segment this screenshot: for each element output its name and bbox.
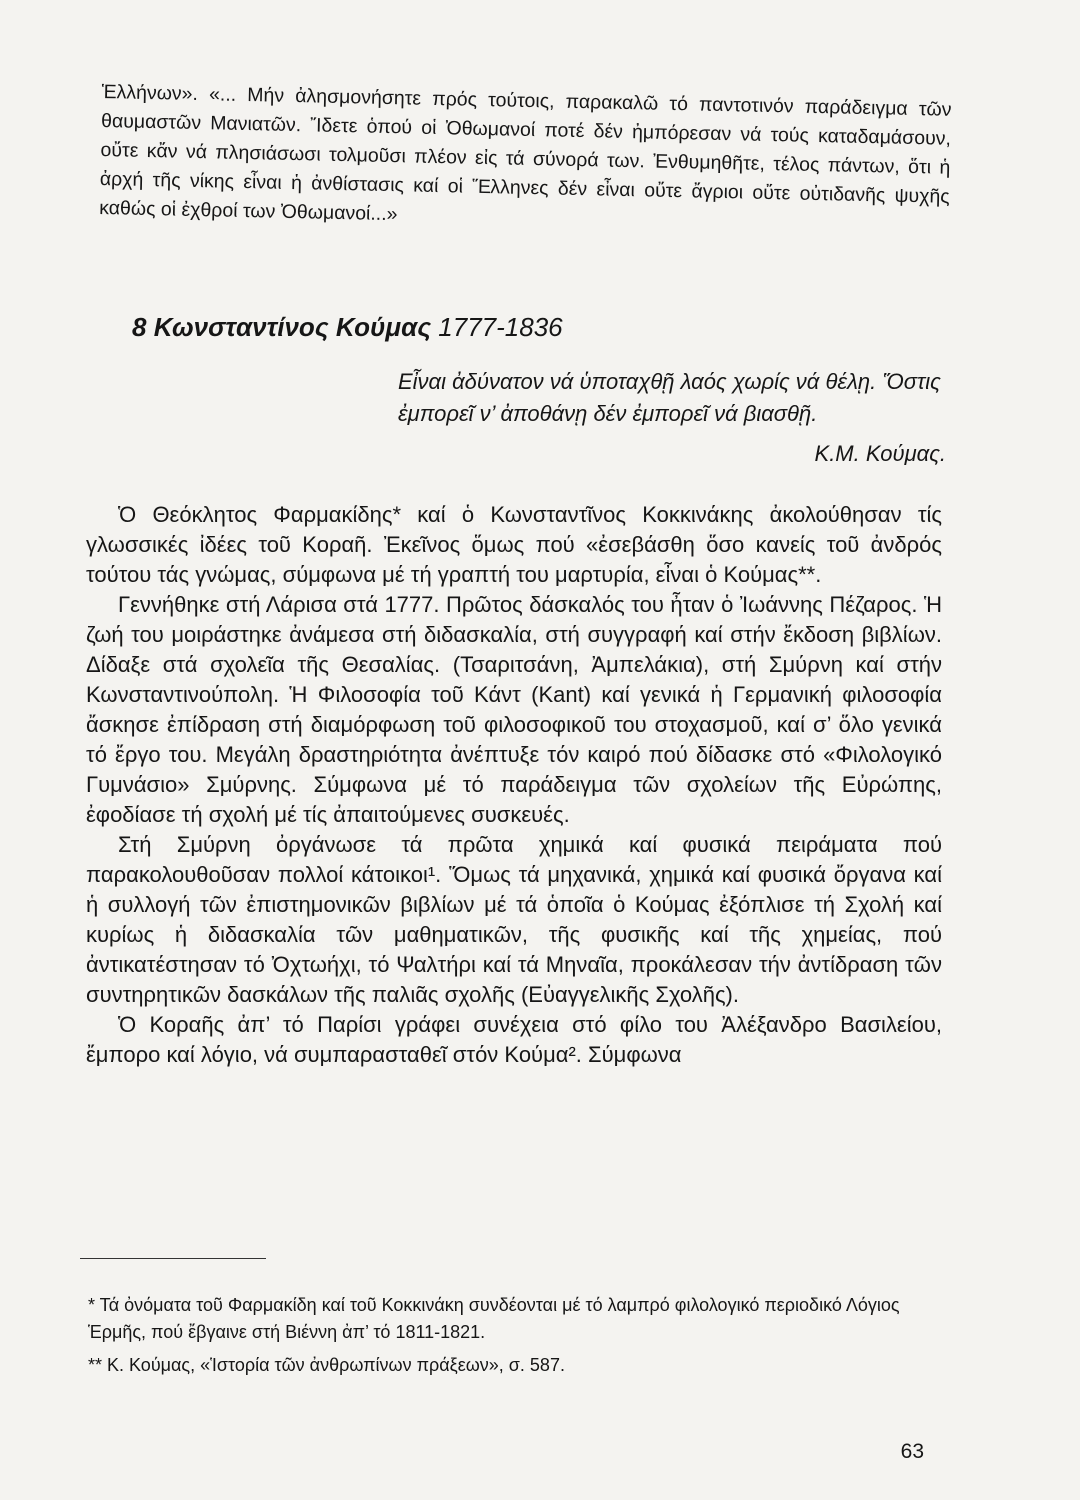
quote-paragraph: Ἑλλήνων». «... Μήν ἀλησμονήσητε πρός τούτοις, παρακαλῶ τό παντοτινόν παράδειγμα τῶν θαυμαστῶν Μανιατῶν. Ἴδετε ὁπού οἱ Ὀθωμανοί ποτέ δέν ἠμπόρεσαν νά τούς καταδαμάσουν, οὔτε κἄν νά πλησιάσωσι τολμοῦσι πλέον εἰς τά σύνορά των. Ἐνθυμηθῆτε, τέλος πάντων, ὅτι ἡ ἀρχή τῆς νίκης εἶναι ἡ ἀνθίστασις καί οἱ Ἕλληνες δέν εἶναι οὔτε ἄγριοι οὔτε οὐτιδανῆς ψυχῆς καθώς οἱ ἐχθροί των Ὀθωμανοί...» <box>99 80 952 226</box>
page-number: 63 <box>900 1440 924 1463</box>
section-years: 1777-1836 <box>438 312 563 342</box>
epigraph-quote: Εἶναι ἀδύνατον νά ὑποταχθῇ λαός χωρίς νά θέλῃ. Ὅστις ἐμπορεῖ ν’ ἀποθάνῃ δέν ἐμπορεῖ νά βιασθῇ. <box>398 369 941 426</box>
section-number: 8 <box>132 312 147 342</box>
epigraph <box>398 366 946 470</box>
body-text <box>86 500 942 1070</box>
footnote: ** Κ. Κούμας, «Ἱστορία τῶν ἀνθρωπίνων πράξεων», σ. 587. <box>88 1355 565 1375</box>
section-heading <box>132 312 563 343</box>
section-name: Κωνσταντίνος Κούμας <box>153 312 432 342</box>
paragraph: Γεννήθηκε στή Λάρισα στά 1777. Πρῶτος δάσκαλός του ἦταν ὁ Ἰωάννης Πέζαρος. Ἡ ζωή του μοιράστηκε ἀνάμεσα στή διδασκαλία, στή συγγραφή καί στήν ἔκδοση βιβλίων. Δίδαξε στά σχολεῖα τῆς Θεσαλίας. (Τσαριτσάνη, Ἀμπελάκια), στή Σμύρνη καί στήν Κωνσταντινούπολη. Ἡ Φιλοσοφία τοῦ Κάντ (Kant) καί γενικά ἡ Γερμανική φιλοσοφία ἄσκησε ἐπίδραση στή διαμόρφωση τοῦ φιλοσοφικοῦ του στοχασμοῦ, καί σ’ ὅλο γενικά τό ἔργο του. Μεγάλη δραστηριότητα ἀνέπτυξε τόν καιρό πού δίδασκε στό «Φιλολογικό Γυμνάσιο» Σμύρνης. Σύμφωνα μέ τό παράδειγμα τῶν σχολείων τῆς Εὐρώπης, ἐφοδίασε τή σχολή μέ τίς ἀπαιτούμενες συσκευές. <box>86 592 942 827</box>
footnote-divider <box>80 1258 266 1259</box>
paragraph: Ὁ Θεόκλητος Φαρμακίδης* καί ὁ Κωνσταντῖνος Κοκκινάκης ἀκολούθησαν τίς γλωσσικές ἰδέες τοῦ Κοραῆ. Ἐκεῖνος ὅμως πού «ἐσεβάσθη ὅσο κανείς τοῦ ἀνδρός τούτου τάς γνώμας, σύμφωνα μέ τή γραπτή του μαρτυρία, εἶναι ὁ Κούμας**. <box>86 502 942 587</box>
paragraph: Ὁ Κοραῆς ἀπ’ τό Παρίσι γράφει συνέχεια στό φίλο του Ἀλέξανδρο Βασιλείου, ἔμπορο καί λόγιο, νά συμπαρασταθεῖ στόν Κούμα². Σύμφωνα <box>86 1012 942 1067</box>
continued-quote <box>99 78 952 241</box>
epigraph-signature: Κ.Μ. Κούμας. <box>814 441 946 466</box>
footnotes <box>88 1292 948 1385</box>
paragraph: Στή Σμύρνη ὀργάνωσε τά πρῶτα χημικά καί φυσικά πειράματα πού παρακολουθοῦσαν πολλοί κάτοικοι¹. Ὅμως τά μηχανικά, χημικά καί φυσικά ὄργανα καί ἡ συλλογή τῶν ἐπιστημονικῶν βιβλίων μέ τά ὁποῖα ὁ Κούμας ἐξόπλισε τή Σχολή καί κυρίως ἡ διδασκαλία τῶν μαθηματικῶν, τῆς φυσικῆς καί τῆς χημείας, πού ἀντικατέστησαν τό Ὀχτωήχι, τό Ψαλτήρι καί τά Μηναῖα, προκάλεσαν τήν ἀντίδραση τῶν συντηρητικῶν δασκάλων τῆς παλιᾶς σχολῆς (Εὐαγγελικῆς Σχολῆς). <box>86 832 942 1007</box>
footnote: * Τά ὀνόματα τοῦ Φαρμακίδη καί τοῦ Κοκκινάκη συνδέονται μέ τό λαμπρό φιλολογικό περιοδικό Λόγιος Ἑρμῆς, πού ἔβγαινε στή Βιέννη ἀπ’ τό 1811-1821. <box>88 1295 900 1342</box>
